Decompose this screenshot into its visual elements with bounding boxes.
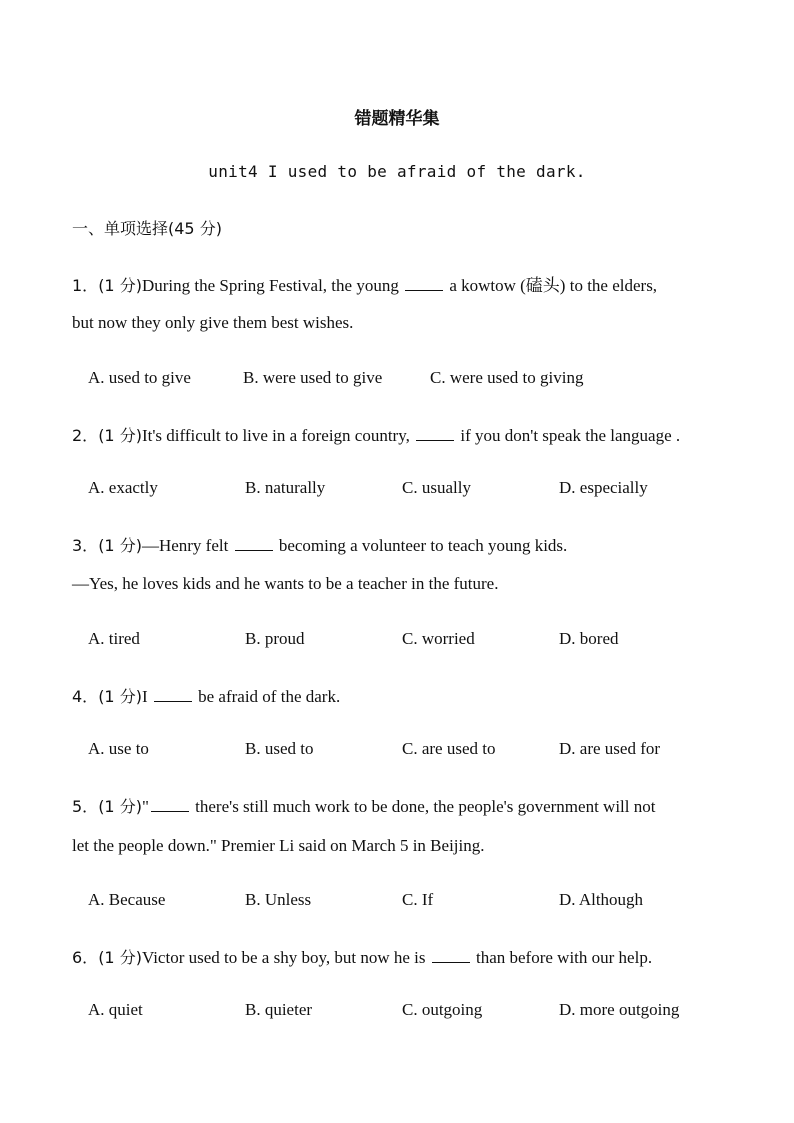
option-a[interactable]: A. exactly xyxy=(88,478,158,497)
option-c[interactable]: C. usually xyxy=(402,478,471,497)
option-a[interactable]: A. quiet xyxy=(88,1000,143,1019)
answer-blank[interactable] xyxy=(151,797,189,812)
question-1-stem-continued: but now they only give them best wishes. xyxy=(72,313,354,332)
answer-blank[interactable] xyxy=(432,948,470,963)
question-text: than before with our help. xyxy=(471,948,653,967)
option-a[interactable]: A. used to give xyxy=(88,368,191,387)
question-3-stem xyxy=(72,533,567,556)
question-5-stem xyxy=(72,794,655,817)
section-heading: 一、单项选择(45 分) xyxy=(72,219,222,238)
option-d[interactable]: D. Although xyxy=(559,890,644,909)
question-text: During the Spring Festival, the young xyxy=(141,276,404,295)
question-5-stem-continued: let the people down." Premier Li said on March 5 in Beijing. xyxy=(72,836,485,855)
option-a[interactable]: A. use to xyxy=(88,739,149,758)
question-score: (1 分) xyxy=(98,687,142,706)
option-d[interactable]: D. more outgoing xyxy=(559,1000,680,1019)
page-title: 错题精华集 xyxy=(354,109,440,129)
option-b[interactable]: B. used to xyxy=(245,739,314,758)
question-text: a kowtow (磕头) to the elders, xyxy=(445,276,658,295)
question-text: —Henry felt xyxy=(141,536,233,555)
question-score: (1 分) xyxy=(98,797,142,816)
question-text: " xyxy=(141,797,149,816)
question-score: (1 分) xyxy=(98,536,142,555)
question-3-stem-continued: —Yes, he loves kids and he wants to be a teacher in the future. xyxy=(72,574,499,593)
question-1-stem xyxy=(72,271,657,296)
question-number: 5． xyxy=(72,797,99,816)
answer-blank[interactable] xyxy=(416,426,454,441)
question-number: 3． xyxy=(72,536,99,555)
option-d[interactable]: D. are used for xyxy=(559,739,661,758)
option-d[interactable]: D. bored xyxy=(559,629,619,648)
option-d[interactable]: D. especially xyxy=(559,478,648,497)
answer-blank[interactable] xyxy=(405,276,443,291)
option-a[interactable]: A. Because xyxy=(88,890,166,909)
option-c[interactable]: C. were used to giving xyxy=(430,368,584,387)
option-c[interactable]: C. are used to xyxy=(402,739,496,758)
option-c[interactable]: C. If xyxy=(402,890,434,909)
question-score: (1 分) xyxy=(98,276,142,295)
question-2-stem xyxy=(72,423,680,446)
question-number: 1． xyxy=(72,276,99,295)
question-number: 6． xyxy=(72,948,99,967)
option-a[interactable]: A. tired xyxy=(88,629,140,648)
answer-blank[interactable] xyxy=(235,536,273,551)
question-text: there's still much work to be done, the people's government will not xyxy=(190,797,656,816)
option-b[interactable]: B. quieter xyxy=(245,1000,313,1019)
question-text: be afraid of the dark. xyxy=(193,687,341,706)
question-text: becoming a volunteer to teach young kids. xyxy=(274,536,568,555)
option-c[interactable]: C. outgoing xyxy=(402,1000,483,1019)
question-number: 4． xyxy=(72,687,99,706)
question-number: 2． xyxy=(72,426,99,445)
question-score: (1 分) xyxy=(98,948,142,967)
option-b[interactable]: B. were used to give xyxy=(243,368,383,387)
question-4-stem xyxy=(72,684,340,707)
question-6-stem xyxy=(72,945,652,968)
option-b[interactable]: B. proud xyxy=(245,629,305,648)
option-b[interactable]: B. Unless xyxy=(245,890,312,909)
question-text: if you don't speak the language . xyxy=(456,426,681,445)
option-c[interactable]: C. worried xyxy=(402,629,475,648)
question-text: Victor used to be a shy boy, but now he is xyxy=(141,948,430,967)
answer-blank[interactable] xyxy=(154,687,192,702)
question-text: It's difficult to live in a foreign country, xyxy=(141,426,415,445)
question-text: I xyxy=(141,687,152,706)
unit-subtitle: unit4 I used to be afraid of the dark. xyxy=(208,162,586,181)
question-score: (1 分) xyxy=(98,426,142,445)
option-b[interactable]: B. naturally xyxy=(245,478,326,497)
